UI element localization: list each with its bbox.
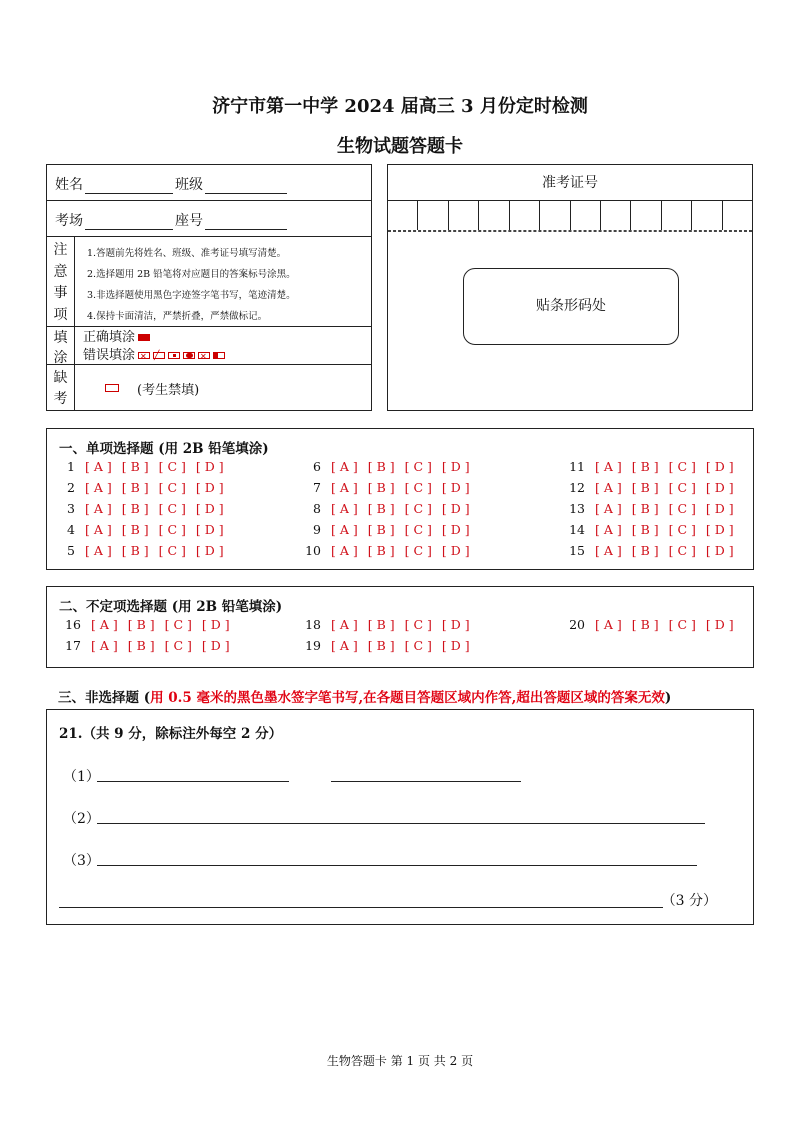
answer-bubble[interactable]: [ B ] <box>367 522 395 537</box>
answer-bubble[interactable]: [ D ] <box>195 522 224 537</box>
single-choice-section <box>46 428 754 570</box>
answer-bubble[interactable]: [ D ] <box>705 543 734 558</box>
wrong-fill-line <box>83 347 225 365</box>
seat-label: 座号 <box>175 213 203 229</box>
barcode-placeholder: 贴条形码处 <box>463 268 679 345</box>
question-number: 19 <box>305 638 321 653</box>
question-number: 17 <box>65 638 81 653</box>
name-class-row <box>47 165 371 201</box>
wrong-fill-cross-icon <box>138 352 150 359</box>
free-response-title-suffix: ) <box>664 690 672 706</box>
room-seat-row <box>47 201 371 237</box>
question-number: 20 <box>569 617 585 632</box>
answer-bubble[interactable]: [ A ] <box>85 522 112 537</box>
notes-list <box>87 243 296 327</box>
answer-bubble[interactable]: [ B ] <box>121 522 149 537</box>
sub-question-1-label: （1） <box>63 769 100 785</box>
answer-bubble[interactable]: [ D ] <box>441 522 470 537</box>
answer-bubble[interactable]: [ C ] <box>668 459 696 474</box>
answer-bubble[interactable]: [ B ] <box>631 501 659 516</box>
answer-bubble[interactable]: [ D ] <box>705 617 734 632</box>
exam-id-cell[interactable] <box>449 201 479 230</box>
answer-bubble[interactable]: [ D ] <box>195 459 224 474</box>
answer-bubble[interactable]: [ C ] <box>404 617 432 632</box>
absent-label-char: 缺 <box>53 369 68 386</box>
answer-bubble[interactable]: [ C ] <box>158 522 186 537</box>
question-row <box>61 543 224 558</box>
answer-bubble[interactable]: [ B ] <box>121 543 149 558</box>
free-response-section <box>46 709 754 925</box>
single-choice-title: 一、单项选择题 (用 2B 铅笔填涂) <box>59 441 269 457</box>
answer-bubble[interactable]: [ C ] <box>164 638 192 653</box>
note-item: 2.选择题用 2B 铅笔将对应题目的答案标号涂黑。 <box>87 269 296 280</box>
question-21-header: 21.（共 9 分，除标注外每空 2 分） <box>59 726 283 742</box>
answer-bubble[interactable]: [ B ] <box>127 617 155 632</box>
page-footer: 生物答题卡 第 1 页 共 2 页 <box>326 1054 474 1068</box>
answer-bubble[interactable]: [ B ] <box>631 480 659 495</box>
answer-line-3[interactable] <box>97 850 697 866</box>
answer-bubble[interactable]: [ A ] <box>595 459 622 474</box>
answer-bubble[interactable]: [ C ] <box>668 480 696 495</box>
answer-bubble[interactable]: [ B ] <box>121 459 149 474</box>
fill-label-char: 涂 <box>53 350 68 366</box>
answer-bubble[interactable]: [ A ] <box>85 459 112 474</box>
exam-id-cell[interactable] <box>601 201 631 230</box>
question-row <box>561 480 734 495</box>
question-row <box>305 522 470 537</box>
question-row <box>61 522 224 537</box>
answer-bubble[interactable]: [ B ] <box>631 459 659 474</box>
fill-label-char: 填 <box>53 330 68 346</box>
barcode-area <box>388 231 752 410</box>
answer-bubble[interactable]: [ C ] <box>158 501 186 516</box>
free-response-title <box>58 686 671 706</box>
question-number: 8 <box>313 501 321 516</box>
note-item: 4.保持卡面清洁，严禁折叠，严禁做标记。 <box>87 311 268 322</box>
name-field[interactable] <box>55 174 173 194</box>
exam-id-cell[interactable] <box>479 201 509 230</box>
question-number: 15 <box>569 543 585 558</box>
answer-bubble[interactable]: [ B ] <box>367 501 395 516</box>
answer-line-1a[interactable] <box>97 766 289 782</box>
answer-bubble[interactable]: [ A ] <box>331 543 358 558</box>
answer-bubble[interactable]: [ A ] <box>595 501 622 516</box>
question-row <box>305 638 470 653</box>
question-row <box>561 617 734 632</box>
answer-bubble[interactable]: [ A ] <box>331 638 358 653</box>
question-number: 16 <box>65 617 81 632</box>
name-line[interactable] <box>85 178 173 194</box>
question-number: 12 <box>569 480 585 495</box>
question-number: 11 <box>569 459 585 474</box>
name-label: 姓名 <box>55 177 83 193</box>
answer-bubble[interactable]: [ D ] <box>705 501 734 516</box>
class-label: 班级 <box>175 177 203 193</box>
question-row <box>57 638 230 653</box>
notes-label-char: 注 <box>53 241 68 258</box>
absent-checkbox[interactable] <box>105 384 119 392</box>
note-item: 1.答题前先将姓名、班级、准考证号填写清楚。 <box>87 248 287 259</box>
seat-line[interactable] <box>205 214 287 230</box>
answer-bubble[interactable]: [ B ] <box>367 543 395 558</box>
answer-bubble[interactable]: [ B ] <box>367 480 395 495</box>
question-number: 10 <box>305 543 321 558</box>
question-number: 2 <box>67 480 75 495</box>
answer-line-3b[interactable] <box>59 892 663 908</box>
question-row <box>561 543 734 558</box>
question-number: 7 <box>313 480 321 495</box>
card-subtitle: 生物试题答题卡 <box>337 136 463 157</box>
wrong-fill-slash-icon <box>153 352 165 359</box>
question-number: 9 <box>313 522 321 537</box>
answer-line-2[interactable] <box>97 808 705 824</box>
question-number: 1 <box>67 459 75 474</box>
exam-id-cell[interactable] <box>631 201 661 230</box>
answer-bubble[interactable]: [ D ] <box>195 543 224 558</box>
question-row <box>305 459 470 474</box>
answer-bubble[interactable]: [ C ] <box>158 543 186 558</box>
notes-label-char: 意 <box>53 263 68 280</box>
answer-bubble[interactable]: [ A ] <box>595 617 622 632</box>
answer-bubble[interactable]: [ B ] <box>367 617 395 632</box>
exam-title: 济宁市第一中学 2024 届高三 3 月份定时检测 <box>212 96 588 117</box>
free-response-instruction: 用 0.5 毫米的黑色墨水签字笔书写,在各题目答题区域内作答,超出答题区域的答案无效 <box>150 690 665 706</box>
answer-bubble[interactable]: [ D ] <box>705 459 734 474</box>
wrong-fill-blob-icon <box>183 352 195 359</box>
answer-bubble[interactable]: [ C ] <box>164 617 192 632</box>
answer-bubble[interactable]: [ D ] <box>441 459 470 474</box>
exam-id-cell[interactable] <box>510 201 540 230</box>
question-row <box>61 501 224 516</box>
answer-bubble[interactable]: [ C ] <box>404 543 432 558</box>
answer-bubble[interactable]: [ C ] <box>404 459 432 474</box>
question-number: 5 <box>67 543 75 558</box>
question-row <box>57 617 230 632</box>
sub-question-3-label: （3） <box>63 853 100 869</box>
exam-id-cells <box>388 201 752 231</box>
correct-fill-mark-icon <box>138 334 150 341</box>
question-number: 6 <box>313 459 321 474</box>
answer-bubble[interactable]: [ A ] <box>331 617 358 632</box>
wrong-fill-label: 错误填涂 <box>83 348 136 363</box>
fill-label <box>47 327 75 364</box>
absent-note: (考生禁填) <box>137 383 200 398</box>
student-info-box <box>46 164 372 411</box>
answer-bubble[interactable]: [ B ] <box>367 638 395 653</box>
answer-bubble[interactable]: [ A ] <box>91 617 118 632</box>
answer-bubble[interactable]: [ C ] <box>404 501 432 516</box>
notes-label-char: 事 <box>53 285 68 302</box>
answer-bubble[interactable]: [ B ] <box>127 638 155 653</box>
answer-bubble[interactable]: [ D ] <box>201 617 230 632</box>
free-response-title-prefix: 三、非选择题 ( <box>58 690 151 706</box>
answer-bubble[interactable]: [ D ] <box>705 522 734 537</box>
answer-bubble[interactable]: [ C ] <box>158 480 186 495</box>
question-row <box>305 617 470 632</box>
answer-bubble[interactable]: [ A ] <box>331 459 358 474</box>
absent-label-char: 考 <box>53 391 68 408</box>
answer-bubble[interactable]: [ A ] <box>85 501 112 516</box>
question-row <box>305 543 470 558</box>
answer-bubble[interactable]: [ B ] <box>121 480 149 495</box>
answer-bubble[interactable]: [ B ] <box>367 459 395 474</box>
answer-bubble[interactable]: [ D ] <box>441 638 470 653</box>
absent-row <box>47 365 371 410</box>
exam-id-cell[interactable] <box>418 201 448 230</box>
multi-choice-section <box>46 586 754 668</box>
wrong-fill-half-icon <box>213 352 225 359</box>
notes-label <box>47 237 75 326</box>
answer-bubble[interactable]: [ B ] <box>121 501 149 516</box>
answer-bubble[interactable]: [ D ] <box>705 480 734 495</box>
fill-example-row <box>47 327 371 365</box>
answer-bubble[interactable]: [ A ] <box>85 543 112 558</box>
wrong-fill-dot-icon <box>168 352 180 359</box>
answer-bubble[interactable]: [ A ] <box>595 480 622 495</box>
exam-id-cell[interactable] <box>692 201 722 230</box>
question-number: 4 <box>67 522 75 537</box>
answer-bubble[interactable]: [ B ] <box>631 522 659 537</box>
answer-bubble[interactable]: [ C ] <box>668 522 696 537</box>
room-line[interactable] <box>85 214 173 230</box>
answer-bubble[interactable]: [ D ] <box>195 501 224 516</box>
answer-bubble[interactable]: [ A ] <box>595 522 622 537</box>
answer-bubble[interactable]: [ C ] <box>404 522 432 537</box>
wrong-fill-cross-icon <box>198 352 210 359</box>
answer-bubble[interactable]: [ C ] <box>404 480 432 495</box>
question-row <box>305 480 470 495</box>
absent-label <box>47 365 75 410</box>
class-field[interactable] <box>175 174 287 194</box>
question-row <box>561 522 734 537</box>
answer-bubble[interactable]: [ A ] <box>331 501 358 516</box>
score-note: （3 分） <box>661 893 717 909</box>
answer-bubble[interactable]: [ A ] <box>85 480 112 495</box>
exam-id-cell[interactable] <box>723 201 752 230</box>
answer-bubble[interactable]: [ A ] <box>91 638 118 653</box>
answer-bubble[interactable]: [ C ] <box>158 459 186 474</box>
multi-choice-title: 二、不定项选择题 (用 2B 铅笔填涂) <box>59 599 283 615</box>
answer-bubble[interactable]: [ A ] <box>331 480 358 495</box>
answer-bubble[interactable]: [ C ] <box>404 638 432 653</box>
answer-bubble[interactable]: [ D ] <box>441 501 470 516</box>
answer-bubble[interactable]: [ B ] <box>631 543 659 558</box>
question-row <box>61 459 224 474</box>
answer-bubble[interactable]: [ A ] <box>331 522 358 537</box>
exam-id-cell[interactable] <box>540 201 570 230</box>
answer-bubble[interactable]: [ D ] <box>441 480 470 495</box>
exam-id-cell[interactable] <box>571 201 601 230</box>
answer-bubble[interactable]: [ D ] <box>441 543 470 558</box>
question-row <box>561 459 734 474</box>
exam-id-cell[interactable] <box>662 201 692 230</box>
question-row <box>61 480 224 495</box>
answer-bubble[interactable]: [ C ] <box>668 501 696 516</box>
exam-id-title: 准考证号 <box>388 165 752 201</box>
correct-fill-line <box>83 329 225 347</box>
notes-label-char: 项 <box>53 307 68 324</box>
question-number: 3 <box>67 501 75 516</box>
question-number: 13 <box>569 501 585 516</box>
exam-id-cell[interactable] <box>388 201 418 230</box>
question-row <box>305 501 470 516</box>
note-item: 3.非选择题使用黑色字迹签字笔书写，笔迹清楚。 <box>87 290 296 301</box>
answer-bubble[interactable]: [ D ] <box>441 617 470 632</box>
sub-question-2-label: （2） <box>63 811 100 827</box>
answer-bubble[interactable]: [ D ] <box>195 480 224 495</box>
fill-examples <box>83 329 225 365</box>
answer-bubble[interactable]: [ C ] <box>668 617 696 632</box>
correct-fill-label: 正确填涂 <box>83 330 136 345</box>
question-number: 14 <box>569 522 585 537</box>
room-field[interactable] <box>55 210 173 230</box>
notes-row <box>47 237 371 327</box>
question-number: 18 <box>305 617 321 632</box>
answer-bubble[interactable]: [ D ] <box>201 638 230 653</box>
class-line[interactable] <box>205 178 287 194</box>
question-row <box>561 501 734 516</box>
answer-bubble[interactable]: [ C ] <box>668 543 696 558</box>
answer-bubble[interactable]: [ A ] <box>595 543 622 558</box>
room-label: 考场 <box>55 213 83 229</box>
exam-id-box <box>387 164 753 411</box>
seat-field[interactable] <box>175 210 287 230</box>
answer-bubble[interactable]: [ B ] <box>631 617 659 632</box>
answer-line-1b[interactable] <box>331 766 521 782</box>
